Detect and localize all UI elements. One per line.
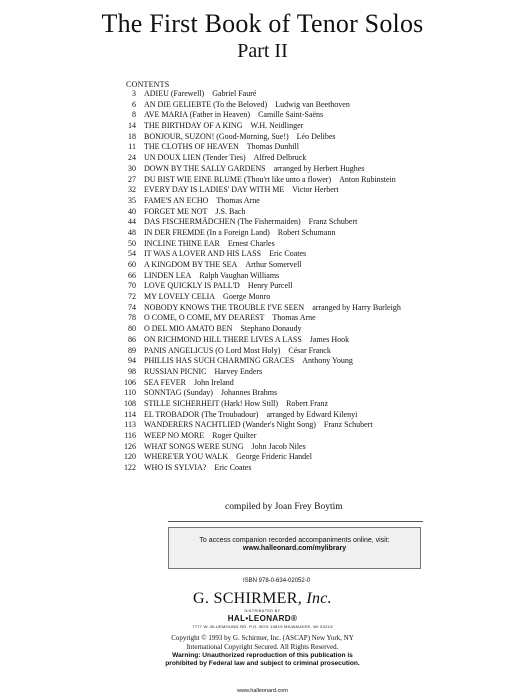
contents-item: [108, 420, 518, 431]
companion-access-box: [168, 527, 421, 569]
website-link[interactable]: www.halleonard.com: [237, 688, 288, 694]
contents-composer: George Frideric Handel: [236, 452, 312, 462]
contents-page-number: 80: [128, 324, 136, 334]
contents-song-title: SEA FEVER: [144, 377, 187, 387]
copyright-warning: prohibited by Federal law and subject to criminal prosecution.: [165, 660, 360, 668]
contents-page-number: 106: [124, 377, 136, 387]
contents-page-number: 113: [124, 420, 136, 430]
companion-instructions: To access companion recorded accompaniments online, visit:: [199, 537, 390, 544]
contents-song-title: DOWN BY THE SALLY GARDENS: [144, 163, 266, 173]
contents-page-number: 14: [128, 121, 136, 131]
contents-composer: Franz Schubert: [323, 420, 373, 430]
contents-composer: arranged by Edward Kilenyi: [266, 409, 358, 419]
contents-page-number: 110: [124, 388, 136, 398]
contents-item: [108, 185, 518, 196]
contents-composer: Johannes Brahms: [220, 388, 278, 398]
contents-song-title: INCLINE THINE EAR: [144, 238, 220, 248]
contents-composer: Harvey Enders: [214, 366, 263, 376]
contents-composer: J.S. Bach: [215, 206, 246, 216]
contents-page-number: 70: [128, 281, 136, 291]
contents-item: [108, 410, 518, 421]
contents-song-title: WHAT SONGS WERE SUNG: [144, 441, 244, 451]
contents-item: [108, 313, 518, 324]
contents-page-number: 27: [128, 174, 136, 184]
contents-song-title: DAS FISCHERMÄDCHEN (The Fishermaiden): [144, 217, 301, 227]
distributor-address: 7777 W. BLUEMOUND RD. P.O. BOX 13819 MILWAUKEE, WI 53213: [192, 624, 333, 629]
contents-item: [108, 442, 518, 453]
contents-item: [108, 356, 518, 367]
contents-item: [108, 463, 518, 474]
contents-composer: John Ireland: [194, 377, 234, 387]
contents-composer: Léo Delibes: [296, 131, 336, 141]
contents-item: [108, 292, 518, 303]
contents-item: [108, 142, 518, 153]
contents-item: [108, 346, 518, 357]
contents-page-number: 24: [128, 153, 136, 163]
book-title: The First Book of Tenor Solos: [101, 9, 424, 38]
contents-page-number: 50: [128, 238, 136, 248]
copyright-warning: Warning: Unauthorized reproduction of this publication is: [172, 651, 353, 659]
contents-composer: Thomas Dunhill: [246, 142, 299, 152]
contents-item: [108, 153, 518, 164]
contents-item: [108, 121, 518, 132]
contents-song-title: THE CLOTHS OF HEAVEN: [144, 142, 239, 152]
contents-composer: Ralph Vaughan Williams: [199, 270, 280, 280]
contents-page-number: 48: [128, 227, 136, 237]
distributor-label: DISTRIBUTED BY: [244, 609, 281, 613]
contents-page-number: 11: [128, 142, 136, 152]
contents-song-title: NOBODY KNOWS THE TROUBLE I'VE SEEN: [144, 302, 305, 312]
contents-composer: Stephano Donaudy: [240, 324, 302, 334]
contents-page-number: 126: [124, 441, 136, 451]
divider: [168, 521, 423, 522]
contents-page-number: 120: [124, 452, 136, 462]
contents-composer: Henry Purcell: [247, 281, 293, 291]
contents-song-title: WHO IS SYLVIA?: [144, 463, 207, 473]
contents-item: [108, 217, 518, 228]
contents-page-number: 60: [128, 260, 136, 269]
contents-page-number: 94: [128, 356, 136, 366]
compiled-by: compiled by Joan Frey Boytim: [225, 502, 343, 512]
contents-song-title: EVERY DAY IS LADIES' DAY WITH ME: [144, 185, 285, 195]
contents-composer: W.H. Neidlinger: [250, 121, 304, 131]
companion-url-link[interactable]: www.halleonard.com/mylibrary: [242, 545, 347, 552]
contents-item: [108, 260, 518, 271]
contents-item: [108, 175, 518, 186]
contents-item: [108, 367, 518, 378]
contents-composer: John Jacob Niles: [251, 441, 306, 451]
contents-item: [108, 324, 518, 335]
contents-song-title: RUSSIAN PICNIC: [144, 366, 207, 376]
contents-composer: Roger Quilter: [212, 431, 257, 440]
contents-page-number: 86: [128, 334, 136, 344]
contents-composer: César Franck: [288, 345, 331, 355]
contents-song-title: IN DER FREMDE (In a Foreign Land): [144, 227, 270, 237]
contents-page-number: 72: [128, 292, 136, 302]
contents-song-title: WEEP NO MORE: [144, 431, 205, 440]
contents-song-title: WANDERERS NACHTLIED (Wander's Night Song): [144, 420, 316, 430]
contents-composer: Ernest Charles: [227, 238, 275, 248]
contents-song-title: LINDEN LEA: [144, 270, 192, 280]
contents-page-number: 89: [128, 345, 136, 355]
contents-page-number: 54: [128, 249, 136, 259]
contents-item: [108, 431, 518, 442]
contents-composer: Ludwig van Beethoven: [275, 99, 350, 109]
contents-item: [108, 239, 518, 250]
contents-item: [108, 335, 518, 346]
contents-song-title: WHERE'ER YOU WALK: [144, 452, 229, 462]
contents-composer: arranged by Harry Burleigh: [312, 302, 401, 312]
contents-composer: Anthony Young: [302, 356, 353, 366]
contents-item: [108, 378, 518, 389]
copyright-line: International Copyright Secured. All Rights Reserved.: [186, 642, 339, 651]
contents-song-title: FAME'S AN ECHO: [144, 195, 209, 205]
contents-page-number: 3: [132, 89, 136, 98]
contents-page-number: 6: [132, 99, 136, 109]
contents-composer: Eric Coates: [214, 463, 252, 473]
publisher-logo: [0, 590, 525, 608]
contents-item: [108, 110, 518, 121]
contents-composer: arranged by Herbert Hughes: [273, 163, 365, 173]
contents-composer: Robert Schumann: [277, 227, 336, 237]
contents-song-title: O DEL MIO AMATO BEN: [144, 324, 233, 334]
contents-song-title: SONNTAG (Sunday): [144, 388, 213, 398]
contents-page-number: 32: [128, 185, 136, 195]
contents-composer: James Hook: [309, 334, 350, 344]
contents-item: [108, 452, 518, 463]
contents-item: [108, 89, 518, 100]
contents-item: [108, 388, 518, 399]
contents-composer: Victor Herbert: [292, 185, 339, 195]
contents-song-title: DU BIST WIE EINE BLUME (Thou'rt like unto a flower): [144, 174, 332, 184]
contents-composer: Goerge Monro: [223, 292, 271, 302]
book-subtitle: Part II: [237, 40, 288, 62]
contents-page-number: 40: [128, 206, 136, 216]
contents-song-title: UN DOUX LIEN (Tender Ties): [144, 153, 246, 163]
contents-song-title: A KINGDOM BY THE SEA: [144, 260, 238, 269]
contents-page-number: 78: [128, 313, 136, 323]
contents-song-title: ADIEU (Farewell): [144, 89, 205, 98]
contents-song-title: LOVE QUICKLY IS PALL'D: [144, 281, 240, 291]
isbn: ISBN 978-0-634-02052-0: [243, 578, 311, 584]
contents-page-number: 30: [128, 163, 136, 173]
publisher-name: G. SCHIRMER,: [193, 590, 302, 607]
contents-composer: Thomas Arne: [216, 195, 260, 205]
contents-page-number: 98: [128, 366, 136, 376]
contents-song-title: MY LOVELY CELIA: [144, 292, 216, 302]
contents-page-number: 8: [132, 110, 136, 120]
contents-page-number: 18: [128, 131, 136, 141]
copyright-block: [0, 634, 525, 669]
contents-page-number: 74: [128, 302, 136, 312]
contents-page-number: 116: [124, 431, 136, 440]
contents-composer: Thomas Arne: [272, 313, 316, 323]
contents-list: [108, 89, 518, 474]
contents-composer: Eric Coates: [269, 249, 307, 259]
publisher-suffix: Inc.: [306, 590, 332, 607]
contents-song-title: ON RICHMOND HILL THERE LIVES A LASS: [144, 334, 302, 344]
contents-item: [108, 271, 518, 282]
contents-composer: Robert Franz: [286, 398, 329, 408]
contents-item: [108, 100, 518, 111]
contents-song-title: FORGET ME NOT: [144, 206, 208, 216]
contents-item: [108, 207, 518, 218]
contents-song-title: STILLE SICHERHEIT (Hark! How Still): [144, 398, 279, 408]
contents-song-title: EL TROBADOR (The Troubadour): [144, 409, 259, 419]
contents-page-number: 108: [124, 398, 136, 408]
contents-composer: Alfred Delbruck: [253, 153, 307, 163]
contents-page-number: 35: [128, 195, 136, 205]
contents-item: [108, 249, 518, 260]
contents-page-number: 122: [124, 463, 136, 473]
copyright-line: Copyright © 1993 by G. Schirmer, Inc. (ASCAP) New York, NY: [171, 634, 354, 642]
contents-item: [108, 164, 518, 175]
contents-page-number: 114: [124, 409, 136, 419]
contents-song-title: PANIS ANGELICUS (O Lord Most Holy): [144, 345, 281, 355]
contents-item: [108, 196, 518, 207]
contents-item: [108, 303, 518, 314]
contents-item: [108, 228, 518, 239]
contents-item: [108, 132, 518, 143]
contents-song-title: BONJOUR, SUZON! (Good-Morning, Sue!): [144, 131, 289, 141]
contents-page-number: 44: [128, 217, 136, 227]
contents-heading: CONTENTS: [126, 80, 170, 89]
contents-composer: Franz Schubert: [308, 217, 358, 227]
contents-page-number: 66: [128, 270, 136, 280]
contents-composer: Arthur Somervell: [245, 260, 302, 269]
distributor-logo: HAL•LEONARD®: [227, 614, 298, 623]
contents-item: [108, 281, 518, 292]
contents-song-title: THE BIRTHDAY OF A KING: [144, 121, 243, 131]
contents-song-title: IT WAS A LOVER AND HIS LASS: [144, 249, 262, 259]
contents-composer: Camille Saint-Saëns: [258, 110, 324, 120]
contents-composer: Anton Rubinstein: [339, 174, 396, 184]
contents-composer: Gabriel Fauré: [212, 89, 257, 98]
contents-song-title: AN DIE GELIEBTE (To the Beloved): [144, 99, 268, 109]
contents-song-title: AVE MARIA (Father in Heaven): [144, 110, 251, 120]
contents-song-title: O COME, O COME, MY DEAREST: [144, 313, 265, 323]
contents-item: [108, 399, 518, 410]
contents-song-title: PHILLIS HAS SUCH CHARMING GRACES: [144, 356, 295, 366]
